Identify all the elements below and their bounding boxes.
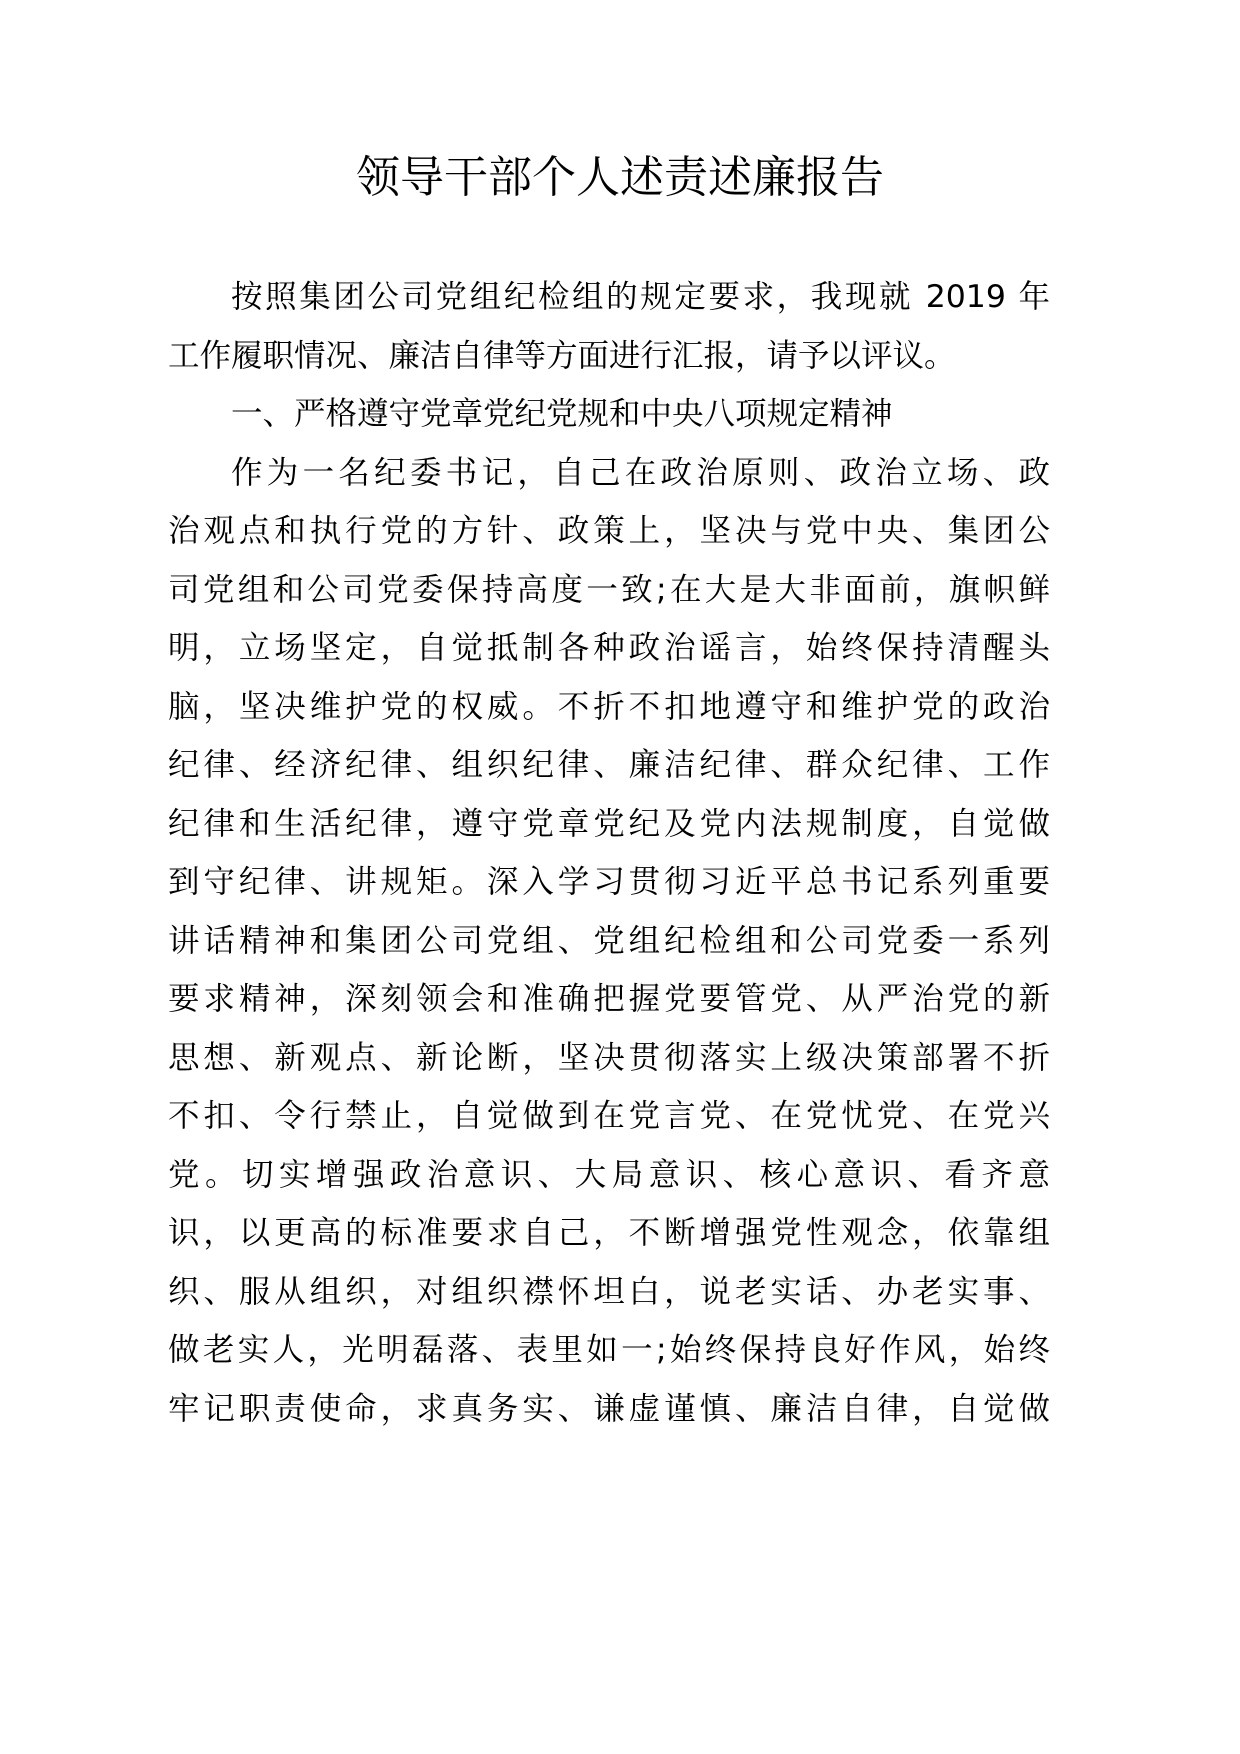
paragraph-line: 做老实人，光明磊落、表里如一;始终保持良好作风，始终	[168, 1332, 1050, 1368]
paragraph-line: 脑，坚决维护党的权威。不折不扣地遵守和维护党的政治	[168, 688, 1050, 725]
paragraph-line: 织、服从组织，对组织襟怀坦白，说老实话、办老实事、	[168, 1273, 1050, 1310]
paragraph-line: 识，以更高的标准要求自己，不断增强党性观念，依靠组	[168, 1215, 1050, 1251]
paragraph-line: 党。切实增强政治意识、大局意识、核心意识、看齐意	[168, 1156, 1050, 1193]
paragraph-line: 纪律和生活纪律，遵守党章党纪及党内法规制度，自觉做	[168, 805, 1050, 842]
paragraph-line: 工作履职情况、廉洁自律等方面进行汇报，请予以评议。	[168, 337, 956, 374]
paragraph-line: 思想、新观点、新论断，坚决贯彻落实上级决策部署不折	[168, 1039, 1050, 1076]
paragraph-line: 牢记职责使命，求真务实、谦虚谨慎、廉洁自律，自觉做	[168, 1390, 1050, 1427]
paragraph-line: 按照集团公司党组纪检组的规定要求，我现就 2019 年	[231, 279, 1050, 315]
document-title: 领导干部个人述责述廉报告	[356, 152, 884, 203]
paragraph-line: 司党组和公司党委保持高度一致;在大是大非面前，旗帜鲜	[168, 571, 1050, 608]
document-body	[168, 268, 1050, 1438]
section-heading: 一、严格遵守党章党纪党规和中央八项规定精神	[231, 396, 893, 432]
paragraph-line: 不扣、令行禁止，自觉做到在党言党、在党忧党、在党兴	[168, 1098, 1050, 1134]
paragraph-line: 到守纪律、讲规矩。深入学习贯彻习近平总书记系列重要	[168, 864, 1050, 900]
paragraph-line: 治观点和执行党的方针、政策上，坚决与党中央、集团公	[168, 513, 1050, 549]
paragraph-line: 要求精神，深刻领会和准确把握党要管党、从严治党的新	[168, 981, 1050, 1017]
paragraph-line: 纪律、经济纪律、组织纪律、廉洁纪律、群众纪律、工作	[168, 747, 1050, 783]
paragraph-line: 讲话精神和集团公司党组、党组纪检组和公司党委一系列	[168, 922, 1050, 959]
paragraph-line: 明，立场坚定，自觉抵制各种政治谣言，始终保持清醒头	[168, 630, 1050, 666]
paragraph-line: 作为一名纪委书记，自己在政治原则、政治立场、政	[231, 454, 1050, 491]
